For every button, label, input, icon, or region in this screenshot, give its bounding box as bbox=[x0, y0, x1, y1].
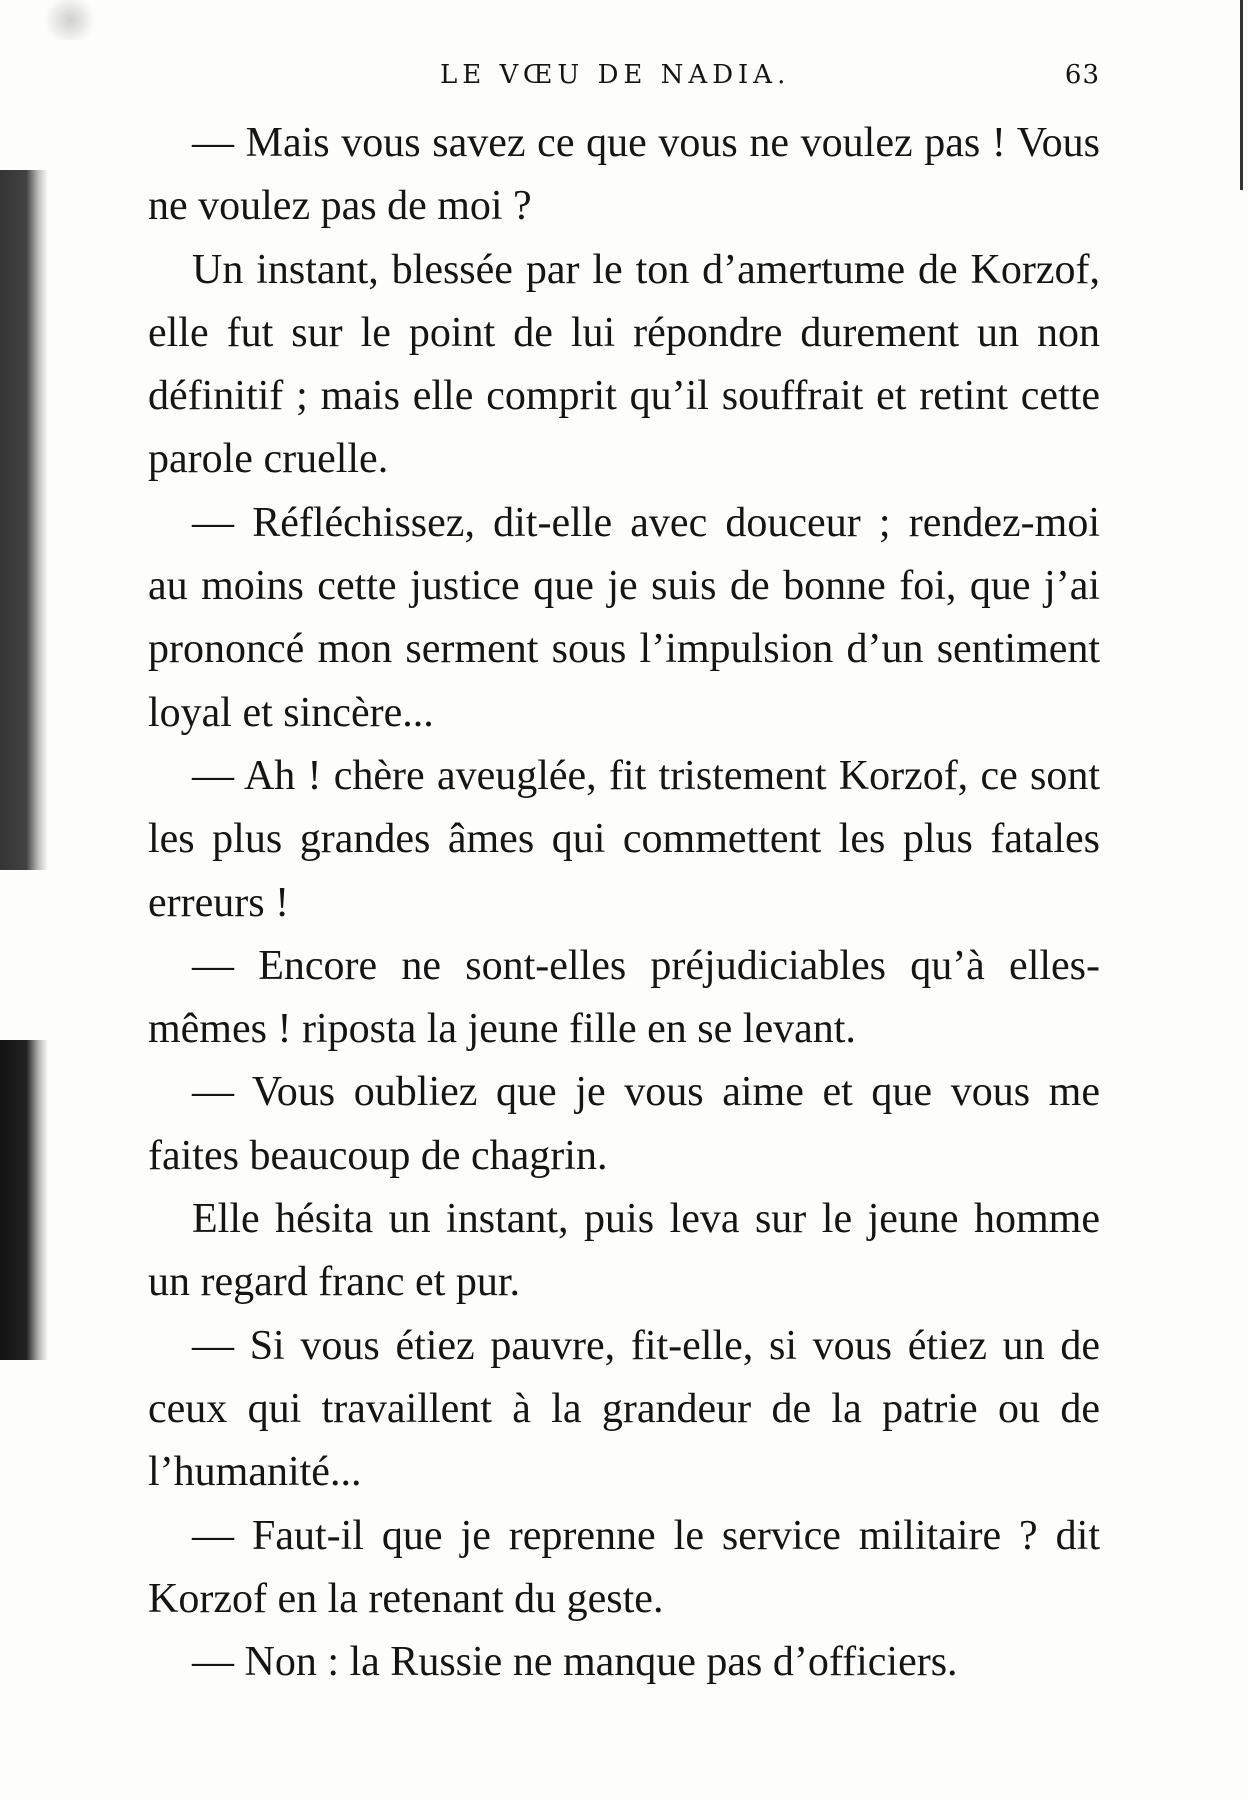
paragraph-6: — Vous oubliez que je vous aime et que vous me faites beaucoup de chagrin. bbox=[148, 1069, 1100, 1179]
paragraph-8: — Si vous étiez pauvre, fit-elle, si vous étiez un de ceux qui travaillent à la grandeur de la patrie ou de l’humanité... bbox=[148, 1322, 1100, 1496]
paragraph-9: — Faut-il que je reprenne le service militaire ? dit Korzof en la retenant du geste. bbox=[148, 1512, 1100, 1622]
running-head bbox=[150, 60, 1100, 100]
binding-shadow-top bbox=[0, 170, 48, 870]
binding-shadow-bottom bbox=[0, 1040, 48, 1360]
paragraph-1: — Mais vous savez ce que vous ne voulez pas ! Vous ne voulez pas de moi ? bbox=[148, 120, 1100, 230]
paragraph-7: Elle hésita un instant, puis leva sur le jeune homme un regard franc et pur. bbox=[148, 1196, 1100, 1306]
body-text bbox=[148, 112, 1100, 1694]
running-title: LE VŒU DE NADIA. bbox=[440, 60, 791, 90]
paragraph-5: — Encore ne sont-elles préjudiciables qu’à elles-mêmes ! riposta la jeune fille en se levant. bbox=[148, 942, 1100, 1053]
paragraph-3: — Réfléchissez, dit-elle avec douceur ; rendez-moi au moins cette justice que je suis de bonne foi, que j’ai prononcé mon serment sous l’impulsion d’un sentiment loyal et sincère... bbox=[148, 499, 1100, 736]
scan-speck bbox=[40, 0, 100, 40]
scan-edge-line bbox=[1240, 0, 1243, 190]
paragraph-4: — Ah ! chère aveuglée, fit tristement Korzof, ce sont les plus grandes âmes qui commettent les plus fatales erreurs ! bbox=[148, 752, 1100, 926]
paragraph-2: Un instant, blessée par le ton d’amertume de Korzof, elle fut sur le point de lui répondre durement un non définitif ; mais elle comprit qu’il souffrait et retint cette parole cruelle. bbox=[148, 246, 1100, 483]
paragraph-10: — Non : la Russie ne manque pas d’officiers. bbox=[192, 1639, 958, 1686]
page-number: 63 bbox=[1064, 60, 1100, 90]
